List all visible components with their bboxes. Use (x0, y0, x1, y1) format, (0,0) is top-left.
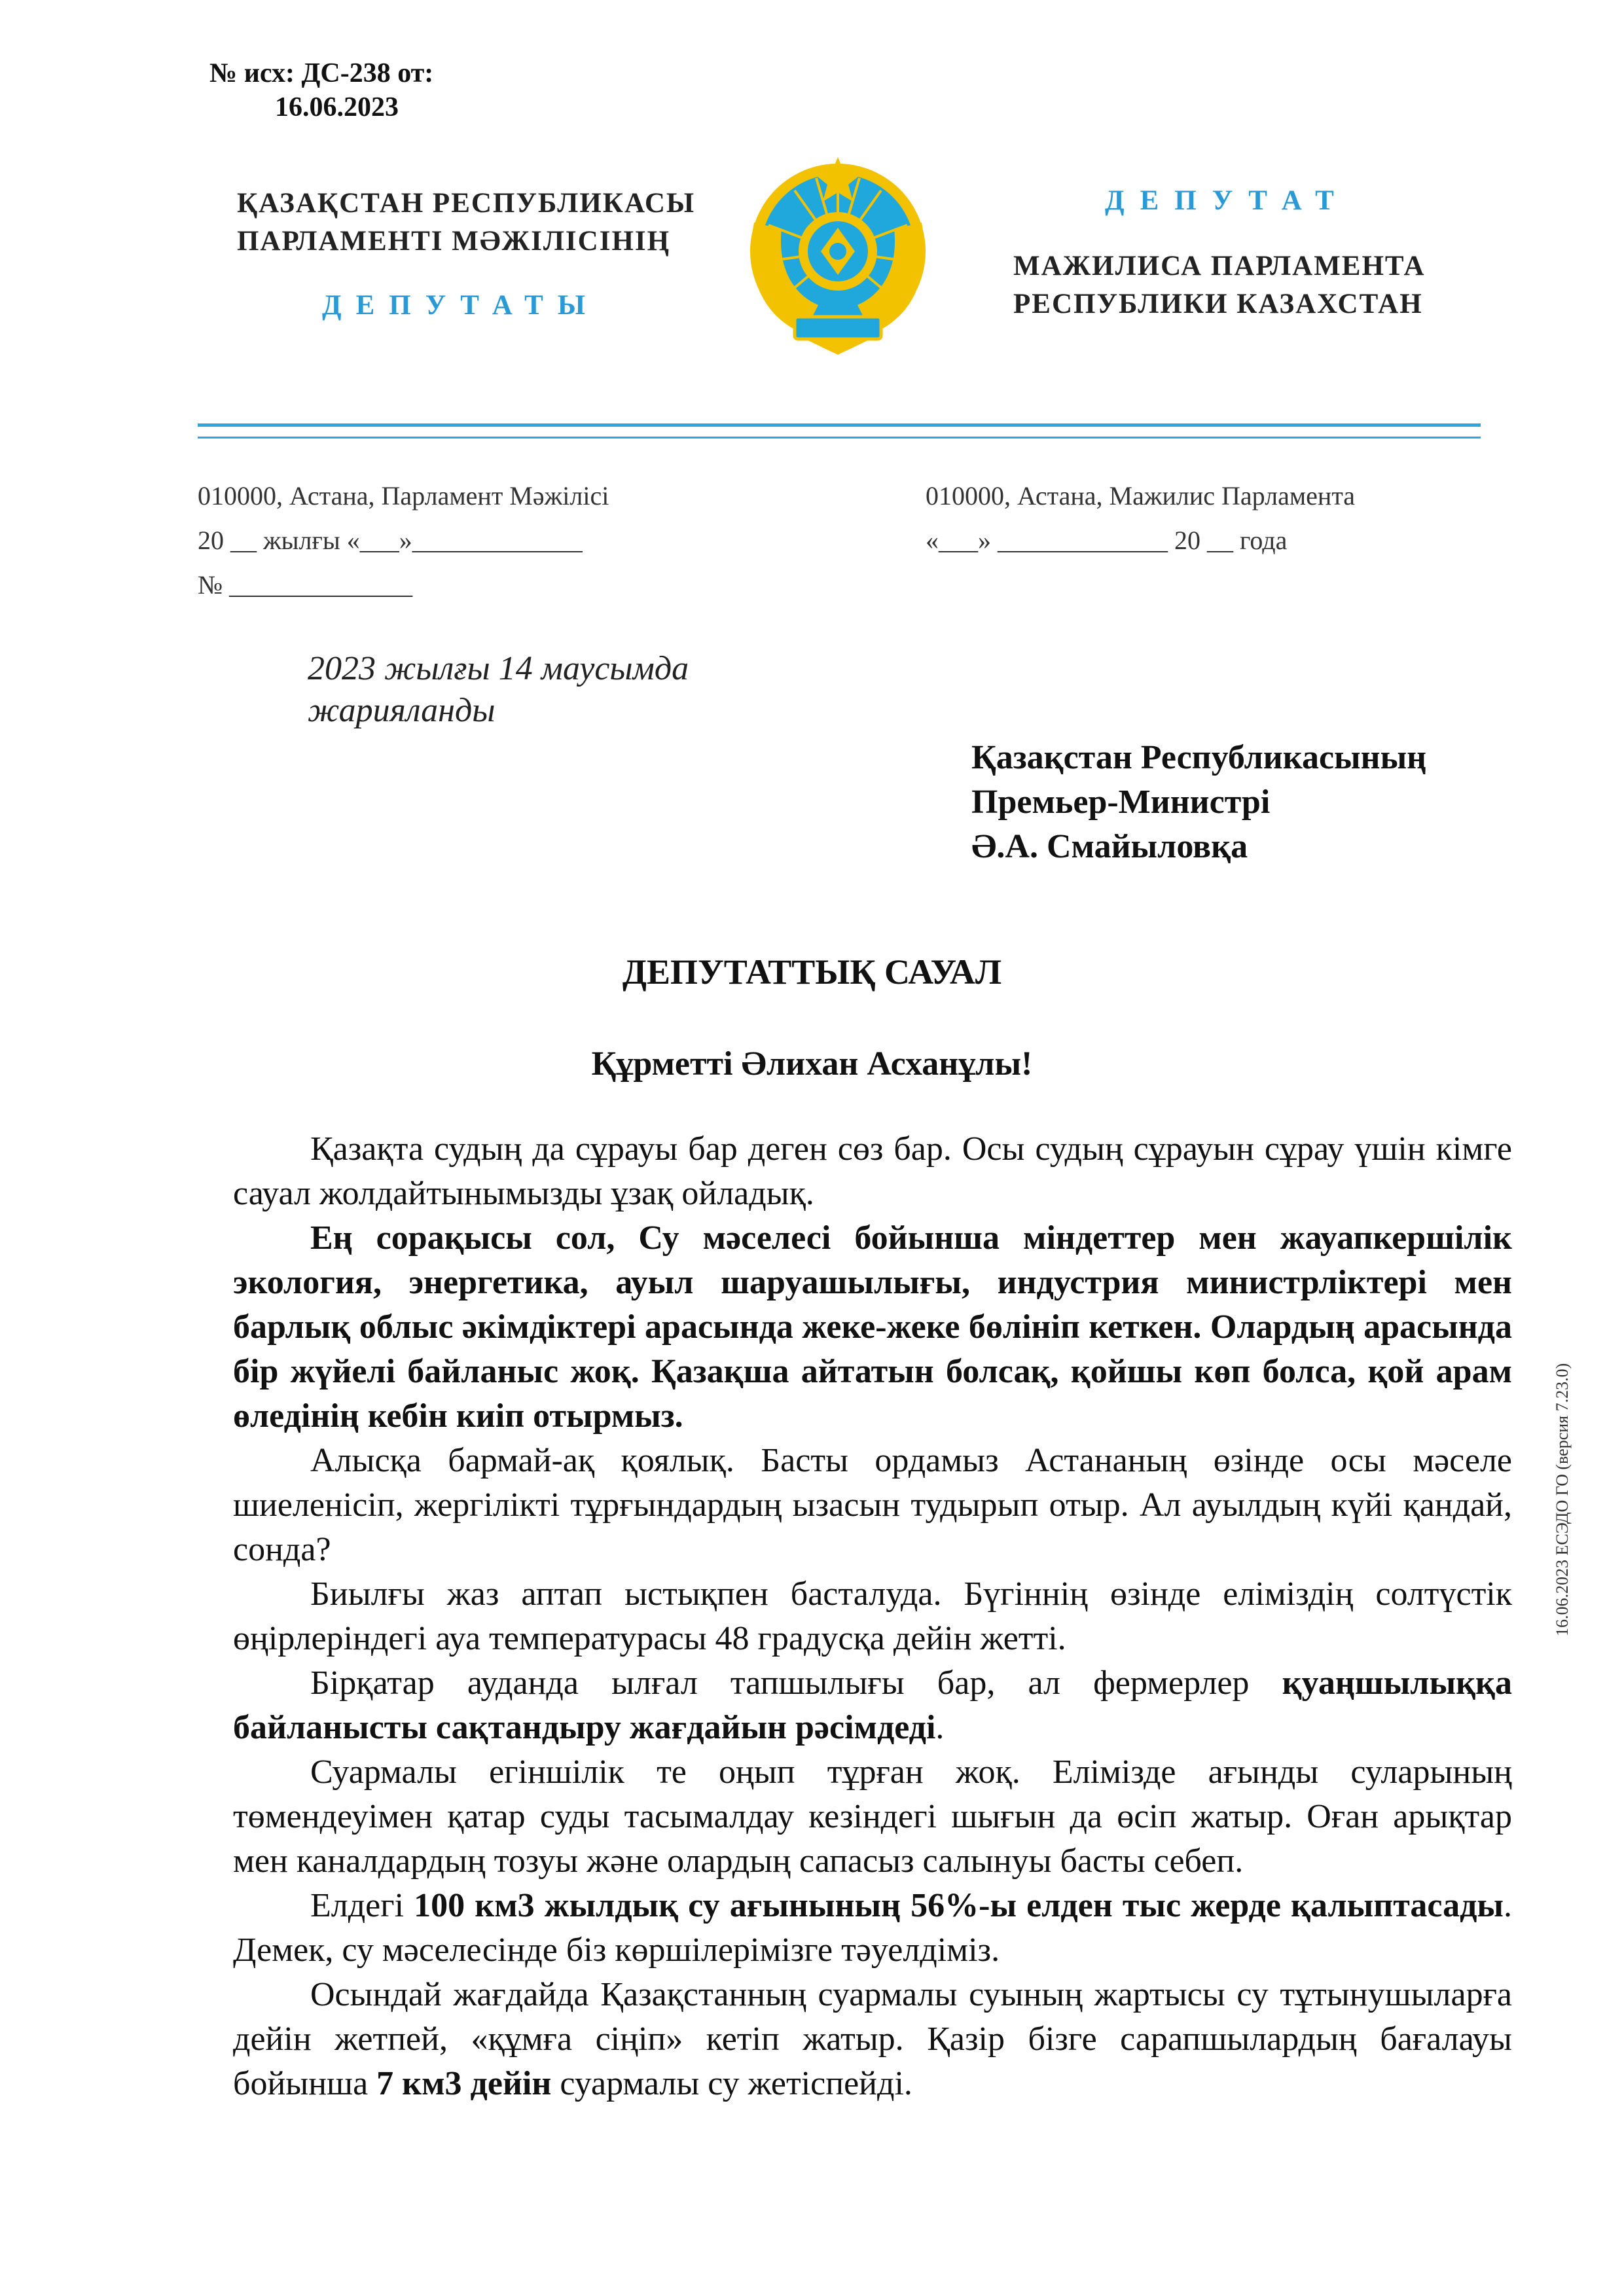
state-emblem-icon (740, 154, 936, 357)
paragraph-2 (233, 1216, 1512, 1439)
publication-note-line2: жарияланды (308, 692, 496, 729)
paragraph-5-bold-text: қуаңшылыққа байланысты сақтандыру жағдайын рәсімдеді (233, 1664, 1512, 1746)
addressee-line1: Қазақстан Республикасының (971, 739, 1427, 776)
paragraph-3 (233, 1439, 1512, 1572)
document-title: ДЕПУТАТТЫҚ САУАЛ (622, 952, 1002, 992)
paragraph-6-text: Суармалы егіншілік те оңып тұрған жоқ. Елімізде ағынды суларының төмендеуімен қатар суды тасымалдау кезіндегі шығын да өсіп жатыр. Оған арықтар мен каналдардың тозуы және олардың сапасыз салынуы басты себеп. (233, 1753, 1512, 1880)
address-ru-line2: «___» _____________ 20 __ года (926, 526, 1288, 555)
paragraph-2-bold-text: Ең сорақысы сол, Су мәселесі бойынша міндеттер мен жауапкершілік экология, энергетика, ауыл шаруашылығы, индустрия министрліктері мен барлық облыс әкімдіктері арасында жеке-жеке бөлініп кеткен. Олардың арасында бір жүйелі байланыс жоқ. Қазақша айтатын болсақ, қойшы көп болса, қой арам өледінің кебін киіп отырмыз. (233, 1219, 1512, 1435)
publication-note (308, 648, 831, 732)
paragraph-8 (233, 1973, 1512, 2106)
letterhead-divider-thin (198, 437, 1481, 439)
addressee-block (971, 736, 1561, 869)
paragraph-7-text-a: Елдегі (310, 1887, 414, 1924)
letterhead-kazakh (237, 185, 761, 325)
letterhead-ru-line2: РЕСПУБЛИКИ КАЗАХСТАН (1013, 289, 1423, 319)
paragraph-1-text: Қазақта судың да сұрауы бар деген сөз бар. Осы судың сұрауын сұрау үшін кімге сауал жолдайтынымызды ұзақ ойладық. (233, 1130, 1512, 1212)
paragraph-4-text: Биылғы жаз аптап ыстықпен басталуда. Бүгіннің өзінде еліміздің солтүстік өңірлеріндегі ауа температурасы 48 градусқа дейін жетті. (233, 1575, 1512, 1657)
letterhead-russian (1013, 182, 1524, 323)
letterhead-ru-line1: МАЖИЛИСА ПАРЛАМЕНТА (1013, 251, 1426, 281)
reference-date: 16.06.2023 (275, 92, 399, 122)
paragraph-8-bold-text: 7 км3 дейін (376, 2065, 552, 2102)
address-ru-line1: 010000, Астана, Мажилис Парламента (926, 481, 1356, 511)
paragraph-4 (233, 1572, 1512, 1661)
paragraph-7 (233, 1884, 1512, 1973)
paragraph-5-text-c: . (935, 1709, 945, 1746)
paragraph-1 (233, 1127, 1512, 1216)
publication-note-line1: 2023 жылғы 14 маусымда (308, 650, 689, 687)
paragraph-5-text-a: Бірқатар ауданда ылғал тапшылығы бар, ал фермерлер (310, 1664, 1282, 1702)
paragraph-3-text: Алысқа бармай-ақ қоялық. Басты ордамыз Астананың өзінде осы мәселе шиеленісіп, жергілікті тұрғындардың ызасын тудырып отыр. Ал ауылдың күйі қандай, сонда? (233, 1442, 1512, 1568)
address-kz-line1: 010000, Астана, Парламент Мәжілісі (198, 481, 609, 511)
letterhead-ru-deputy: ДЕПУТАТ (1105, 185, 1350, 216)
addressee-line2: Премьер-Министрі (971, 783, 1271, 821)
edms-registration-stamp: 16.06.2023 ЕСЭДО ГО (версия 7.23.0) (1553, 1363, 1572, 1636)
letterhead-kz-deputy: ДЕПУТАТЫ (322, 290, 600, 321)
address-russian (926, 474, 1489, 563)
paragraph-5 (233, 1661, 1512, 1750)
addressee-line3: Ә.А. Смайыловқа (971, 828, 1248, 865)
letterhead-kz-line2: ПАРЛАМЕНТІ МӘЖІЛІСІНІҢ (237, 226, 671, 257)
paragraph-8-text-c: суармалы су жетіспейді. (551, 2065, 912, 2102)
paragraph-7-bold-text: 100 км3 жылдық су ағынының 56%-ы елден тыс жерде қалыптасады (414, 1887, 1504, 1924)
salutation: Құрметті Әлихан Асханұлы! (591, 1045, 1033, 1083)
letterhead-kz-line1: ҚАЗАҚСТАН РЕСПУБЛИКАСЫ (237, 188, 696, 219)
address-kz-line3: № ______________ (198, 570, 413, 600)
address-kazakh (198, 474, 708, 607)
paragraph-6 (233, 1750, 1512, 1884)
paragraph-8-text-a: Осындай жағдайда Қазақстанның суармалы суының жартысы су тұтынушыларға дейін жетпей, «құмға сіңіп» кетіп жатыр. Қазір бізге сарапшылардың бағалауы бойынша (233, 1976, 1512, 2102)
outgoing-reference-stamp (209, 56, 517, 124)
letterhead-divider-thick (198, 423, 1481, 427)
reference-number: № исх: ДС-238 от: (209, 58, 434, 88)
address-kz-line2: 20 __ жылғы «___»_____________ (198, 526, 583, 555)
letter-body (233, 1127, 1512, 2106)
paragraph-7-text-c: . Демек, су мәселесінде біз көршілерімізге тәуелдіміз. (233, 1887, 1512, 1969)
